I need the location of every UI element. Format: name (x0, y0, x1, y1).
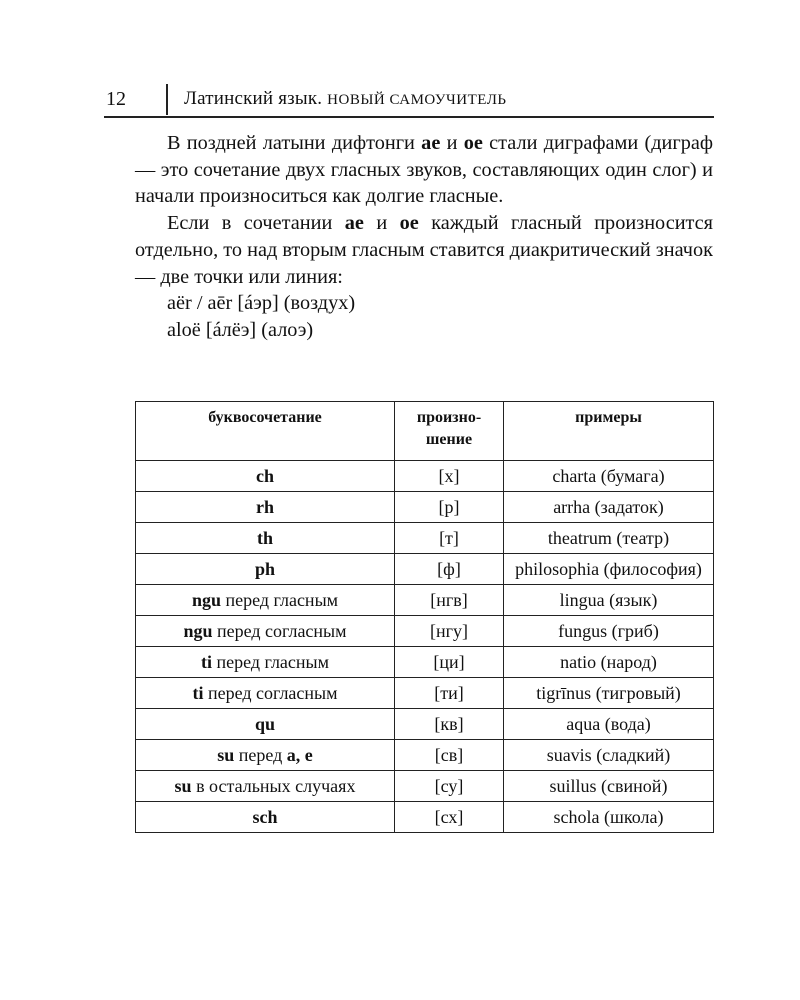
table-row (136, 616, 714, 647)
cell-letter-combination (136, 771, 395, 802)
digraph: su (217, 745, 235, 765)
example-aloe: aloё [áлёэ] (алоэ) (167, 318, 314, 341)
digraph-context: перед согласным (203, 683, 338, 703)
cell-pronunciation: [т] (395, 523, 504, 554)
cell-letter-combination (136, 802, 395, 833)
digraph-context: перед гласным (220, 590, 339, 610)
header-examples: примеры (504, 402, 714, 461)
table-row (136, 492, 714, 523)
digraph: sch (252, 807, 278, 827)
digraph: th (256, 528, 273, 548)
p1-digraph-ae: ae (421, 132, 441, 154)
running-title (184, 88, 507, 110)
header-letter-combination: буквосочетание (136, 402, 395, 461)
paragraph-2 (135, 210, 713, 290)
cell-example: theatrum (театр) (504, 523, 714, 554)
following-vowels: a, e (286, 745, 313, 765)
cell-pronunciation: [кв] (395, 709, 504, 740)
p1-digraph-oe: oe (463, 132, 483, 154)
p2-text-2: и (363, 212, 400, 235)
page-number: 12 (106, 88, 126, 110)
table-row (136, 585, 714, 616)
header-pronunciation: произно-шение (395, 402, 504, 461)
cell-pronunciation: [су] (395, 771, 504, 802)
cell-letter-combination (136, 523, 395, 554)
digraph-context: перед гласным (211, 652, 330, 672)
cell-letter-combination (136, 585, 395, 616)
cell-example: schola (школа) (504, 802, 714, 833)
table-row (136, 709, 714, 740)
cell-letter-combination (136, 461, 395, 492)
table-row (136, 647, 714, 678)
p1-text-1: В поздней латыни дифтонги (167, 132, 422, 154)
cell-pronunciation: [нгу] (395, 616, 504, 647)
cell-letter-combination (136, 647, 395, 678)
table-row (136, 802, 714, 833)
cell-pronunciation: [сх] (395, 802, 504, 833)
digraph-context: в остальных случаях (191, 776, 356, 796)
p1-text-3: стали диграфами (диграф — это сочетание двух гласных звуков, составляющих один слог) и начали произноситься как долгие гласные. (135, 132, 713, 208)
p2-digraph-ae: ae (344, 212, 364, 235)
digraph: su (174, 776, 192, 796)
digraph-context: перед согласным (212, 621, 347, 641)
table-row (136, 771, 714, 802)
page-header (104, 84, 714, 118)
digraph: ngu (191, 590, 221, 610)
digraph: rh (256, 497, 274, 517)
digraph-table (135, 401, 714, 833)
cell-letter-combination (136, 740, 395, 771)
p1-text-2: и (440, 132, 464, 154)
header-divider (166, 84, 168, 115)
cell-example: charta (бумага) (504, 461, 714, 492)
table-row (136, 554, 714, 585)
cell-pronunciation: [ци] (395, 647, 504, 678)
digraph: ch (256, 466, 274, 486)
cell-pronunciation: [нгв] (395, 585, 504, 616)
table-row (136, 523, 714, 554)
running-title-main: Латинский язык. (184, 88, 323, 109)
cell-letter-combination (136, 616, 395, 647)
table-row (136, 678, 714, 709)
cell-pronunciation: [х] (395, 461, 504, 492)
cell-pronunciation: [ти] (395, 678, 504, 709)
digraph-context: перед (234, 745, 287, 765)
cell-letter-combination (136, 554, 395, 585)
cell-example: suillus (свиной) (504, 771, 714, 802)
p2-text-3: каждый гласный произносится отдельно, то над вторым гласным ставится диакритический значок — две точки или линия: (135, 212, 714, 288)
digraph: ti (200, 652, 212, 672)
cell-letter-combination (136, 709, 395, 740)
cell-pronunciation: [р] (395, 492, 504, 523)
digraph: ngu (183, 621, 213, 641)
digraph: ti (192, 683, 204, 703)
body-text (135, 130, 713, 344)
cell-example: tigrīnus (тигровый) (504, 678, 714, 709)
cell-example: philosophia (философия) (504, 554, 714, 585)
cell-pronunciation: [св] (395, 740, 504, 771)
running-title-sub: НОВЫЙ САМОУЧИТЕЛЬ (327, 92, 507, 108)
cell-letter-combination (136, 492, 395, 523)
digraph: qu (254, 714, 276, 734)
cell-example: natio (народ) (504, 647, 714, 678)
paragraph-1 (135, 130, 713, 210)
table-header-row (136, 402, 714, 461)
cell-example: fungus (гриб) (504, 616, 714, 647)
table-row (136, 740, 714, 771)
cell-example: suavis (сладкий) (504, 740, 714, 771)
table-row (136, 461, 714, 492)
p2-text-1: Если в сочетании (167, 212, 345, 235)
cell-example: lingua (язык) (504, 585, 714, 616)
cell-example: aqua (вода) (504, 709, 714, 740)
example-aer: aёr / aēr [áэр] (воздух) (167, 292, 356, 315)
p2-digraph-oe: oe (399, 212, 419, 235)
cell-pronunciation: [ф] (395, 554, 504, 585)
digraph: ph (254, 559, 276, 579)
cell-example: arrha (задаток) (504, 492, 714, 523)
cell-letter-combination (136, 678, 395, 709)
